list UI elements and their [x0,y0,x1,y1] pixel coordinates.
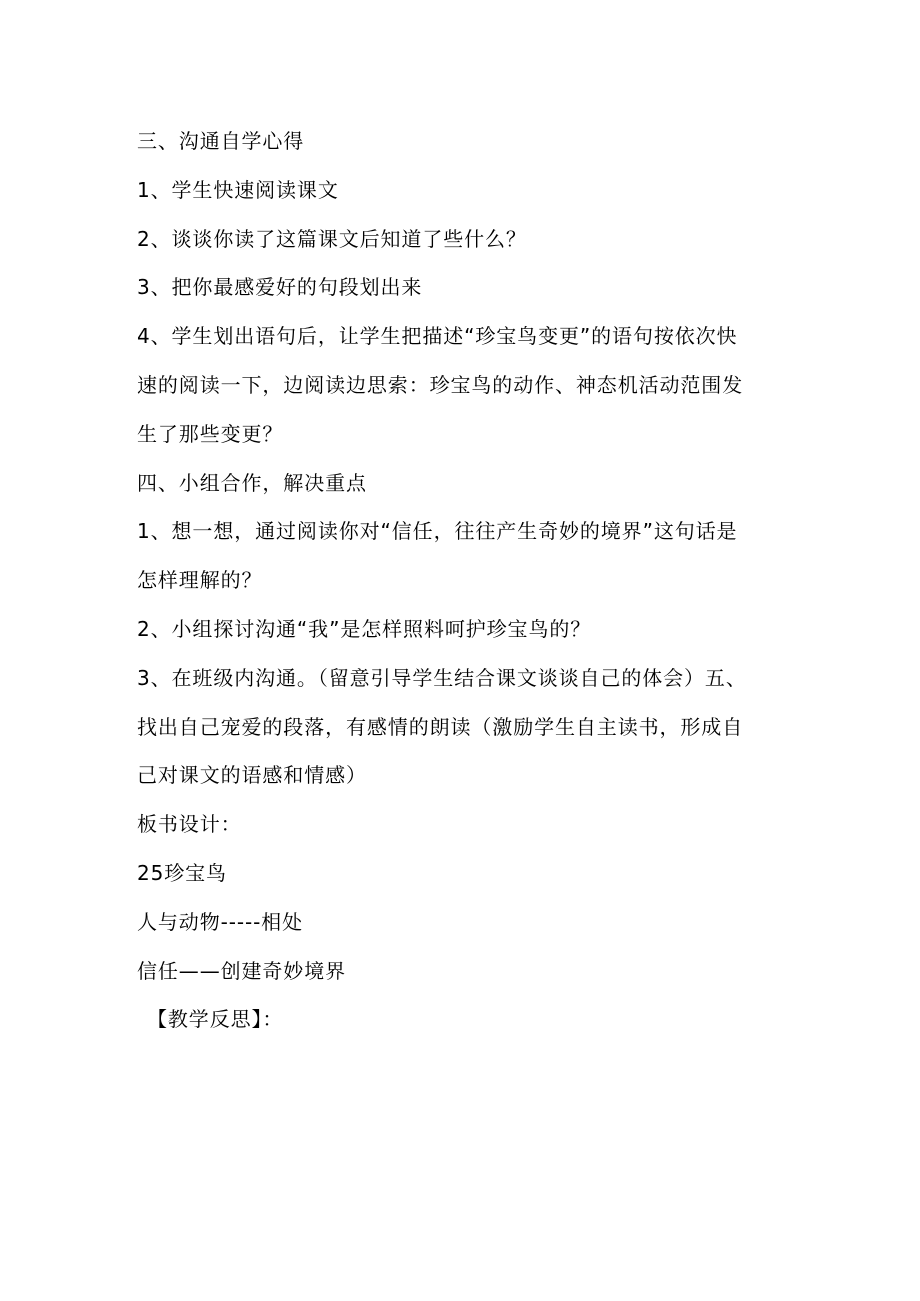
board-line: 人与动物-----相处 [137,909,303,934]
section-heading-3: 三、沟通自学心得 [137,129,305,153]
board-title: 25珍宝鸟 [137,860,227,885]
text-line: 2、小组探讨沟通“我”是怎样照料呵护珍宝鸟的？ [137,616,592,641]
text-line: 己对课文的语感和情感） [137,763,367,788]
text-line: 3、在班级内沟通。（留意引导学生结合课文谈谈自己的体会）五、 [137,665,747,690]
text-line: 2、谈谈你读了这篇课文后知道了些什么？ [137,226,527,251]
text-line: 1、学生快速阅读课文 [137,177,339,202]
text-line: 找出自己宠爱的段落，有感情的朗读（激励学生自主读书，形成自 [137,714,744,739]
board-design-heading: 板书设计： [137,812,242,837]
section-heading-4: 四、小组合作，解决重点 [137,470,367,495]
document-body [137,117,787,1044]
text-line: 3、把你最感爱好的句段划出来 [137,275,423,300]
board-line: 信任——创建奇妙境界 [137,958,346,983]
text-line: 4、学生划出语句后，让学生把描述“珍宝鸟变更”的语句按依次快 [137,324,738,349]
teaching-reflection-heading: 【教学反思】： [147,1007,284,1032]
text-line: 速的阅读一下，边阅读边思索：珍宝鸟的动作、神态机活动范围发 [137,372,744,397]
text-line: 生了那些变更？ [137,421,284,446]
text-line: 怎样理解的？ [137,568,263,593]
text-line: 1、想一想，通过阅读你对“信任，往往产生奇妙的境界”这句话是 [137,519,738,544]
